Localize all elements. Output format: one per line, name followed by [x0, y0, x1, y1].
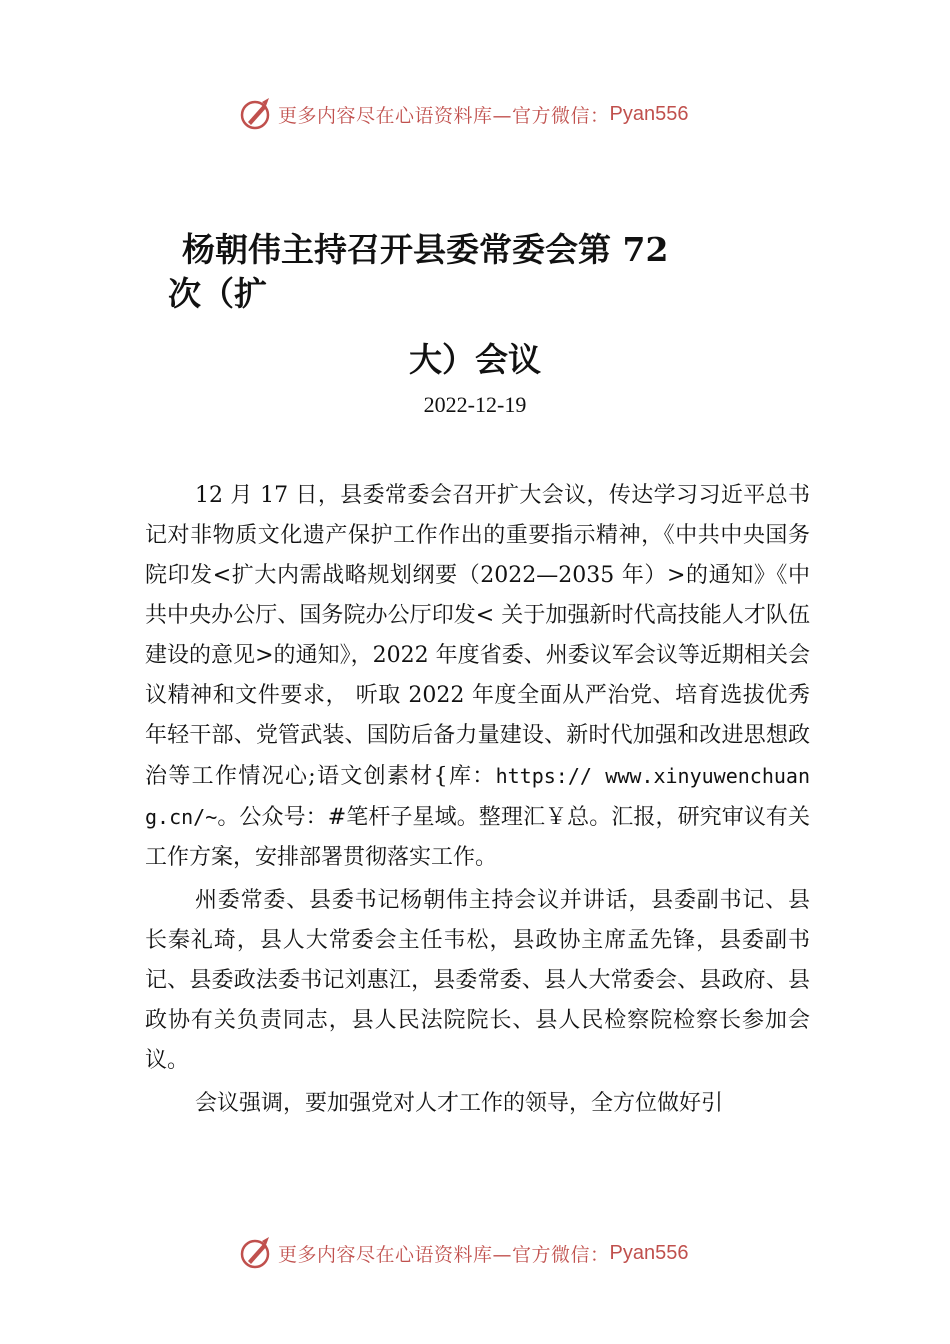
header-banner	[0, 94, 950, 134]
paragraph-1-text-end: 。公众号：#笔杆子星域。整理汇￥总。汇报，研究审议有关工作方案，安排部署贯彻落实工作。	[145, 805, 810, 870]
banner-wechat-handle: Pyan556	[609, 1241, 689, 1264]
article-body	[145, 476, 810, 1127]
banner-wechat-handle: Pyan556	[609, 102, 689, 125]
publish-date: 2022-12-19	[423, 392, 527, 417]
paragraph-1	[145, 476, 810, 878]
page-title-line-1: 杨朝伟主持召开县委常委会第 72	[182, 230, 669, 269]
quill-logo-icon	[238, 96, 274, 132]
footer-banner	[0, 1233, 950, 1273]
page-title-line-2: 次（扩	[168, 274, 267, 313]
paragraph-2: 州委常委、县委书记杨朝伟主持会议并讲话，县委副书记、县长秦礼琦，县人大常委会主任韦松，县政协主席孟先锋，县委副书记、县委政法委书记刘惠江，县委常委、县人大常委会、县政府、县政协有关负责同志，县人民法院院长、县人民检察院检察长参加会议。	[145, 888, 810, 1073]
resource-url: https:// www.xinyuwenchuang.cn/~	[145, 764, 810, 829]
paragraph-1-text: 12 月 17 日，县委常委会召开扩大会议，传达学习习近平总书记对非物质文化遗产保护工作作出的重要指示精神，《中共中央国务院印发<扩大内需战略规划纲要（2022—2035 年）>的通知》《中共中央办公厅、国务院办公厅印发< 关于加强新时代高技能人才队伍建设的意见>的通知》，2022 年度省委、州委议军会议等近期相关会议精神和文件要求， 听取 2022 年度全面从严治党、培育选拔优秀年轻干部、党管武装、国防后备力量建设、新时代加强和改进思想政治等工作情况心;语文创素材{库：	[145, 483, 810, 789]
banner-text: 更多内容尽在心语资料库—官方微信：	[278, 104, 610, 127]
page-title-line-3: 大）会议	[409, 340, 541, 379]
paragraph-3: 会议强调，要加强党对人才工作的领导，全方位做好引	[195, 1091, 724, 1116]
quill-logo-icon	[238, 1235, 274, 1271]
banner-text: 更多内容尽在心语资料库—官方微信：	[278, 1243, 610, 1266]
